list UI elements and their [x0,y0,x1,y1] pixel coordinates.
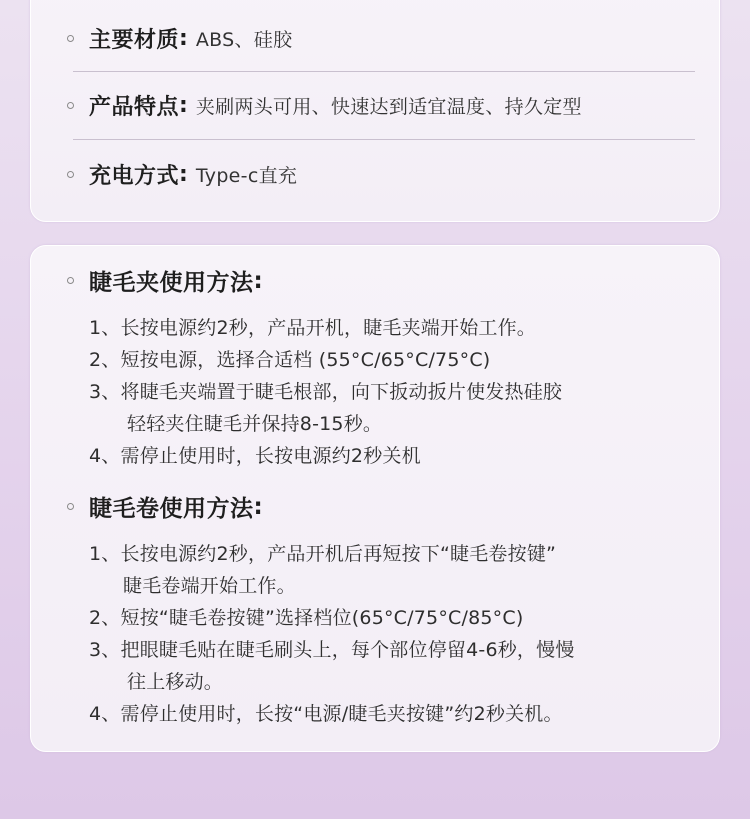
bullet-icon [67,102,74,109]
step-number: 4、 [89,445,121,467]
spec-material-label: 主要材质 [89,28,180,53]
curl-step-1-continuation: 睫毛卷端开始工作。 [123,575,296,597]
spec-features-label: 产品特点 [89,95,180,120]
bullet-icon [67,503,74,510]
curl-usage-title: 睫毛卷使用方法 [89,496,254,522]
step-number: 4、 [89,703,121,725]
step-text: 短按“睫毛卷按键”选择档位(65°C/75°C/85°C) [120,607,524,629]
curl-step-1 [89,538,556,570]
usage-card [30,245,720,752]
step-text: 需停止使用时，长按电源约2秒关机 [120,445,421,467]
curl-step-4 [89,698,563,730]
spec-separator: : [179,93,188,118]
step-number: 1、 [89,543,121,565]
step-text: 短按电源，选择合适档 (55°C/65°C/75°C) [120,349,491,371]
curl-step-2 [89,602,523,634]
clip-step-3-continuation: 轻轻夹住睫毛并保持8-15秒。 [127,413,383,435]
step-text: 需停止使用时，长按“电源/睫毛夹按键”约2秒关机。 [120,703,563,725]
step-number: 2、 [89,607,121,629]
step-text: 把眼睫毛贴在睫毛刷头上，每个部位停留4-6秒，慢慢 [120,639,575,661]
curl-usage-heading [67,490,263,523]
spec-separator: : [179,26,188,51]
step-number: 3、 [89,381,121,403]
clip-step-1 [89,312,536,344]
spec-material-value: ABS、硅胶 [195,29,293,51]
curl-step-3-continuation: 往上移动。 [127,671,224,693]
spec-charging-label: 充电方式 [89,164,180,189]
step-number: 2、 [89,349,121,371]
divider [73,71,695,72]
spec-charging [67,159,297,190]
spec-charging-value: Type-c直充 [195,165,298,187]
curl-step-3 [89,634,575,666]
step-text: 长按电源约2秒，产品开机，睫毛夹端开始工作。 [120,317,536,339]
step-number: 3、 [89,639,121,661]
bullet-icon [67,277,74,284]
step-text: 将睫毛夹端置于睫毛根部，向下扳动扳片使发热硅胶 [120,381,563,403]
clip-step-2 [89,344,490,376]
clip-usage-title: 睫毛夹使用方法 [89,270,254,296]
spec-features-value: 夹刷两头可用、快速达到适宜温度、持久定型 [195,96,582,118]
spec-features [67,90,582,121]
heading-colon: : [253,267,263,294]
bullet-icon [67,171,74,178]
clip-usage-heading [67,264,263,297]
specs-card [30,0,720,222]
bullet-icon [67,35,74,42]
step-number: 1、 [89,317,121,339]
step-text: 长按电源约2秒，产品开机后再短按下“睫毛卷按键” [120,543,557,565]
spec-material [67,23,292,54]
clip-step-4 [89,440,421,472]
spec-separator: : [179,162,188,187]
divider [73,139,695,140]
heading-colon: : [253,493,263,520]
clip-step-3 [89,376,562,408]
